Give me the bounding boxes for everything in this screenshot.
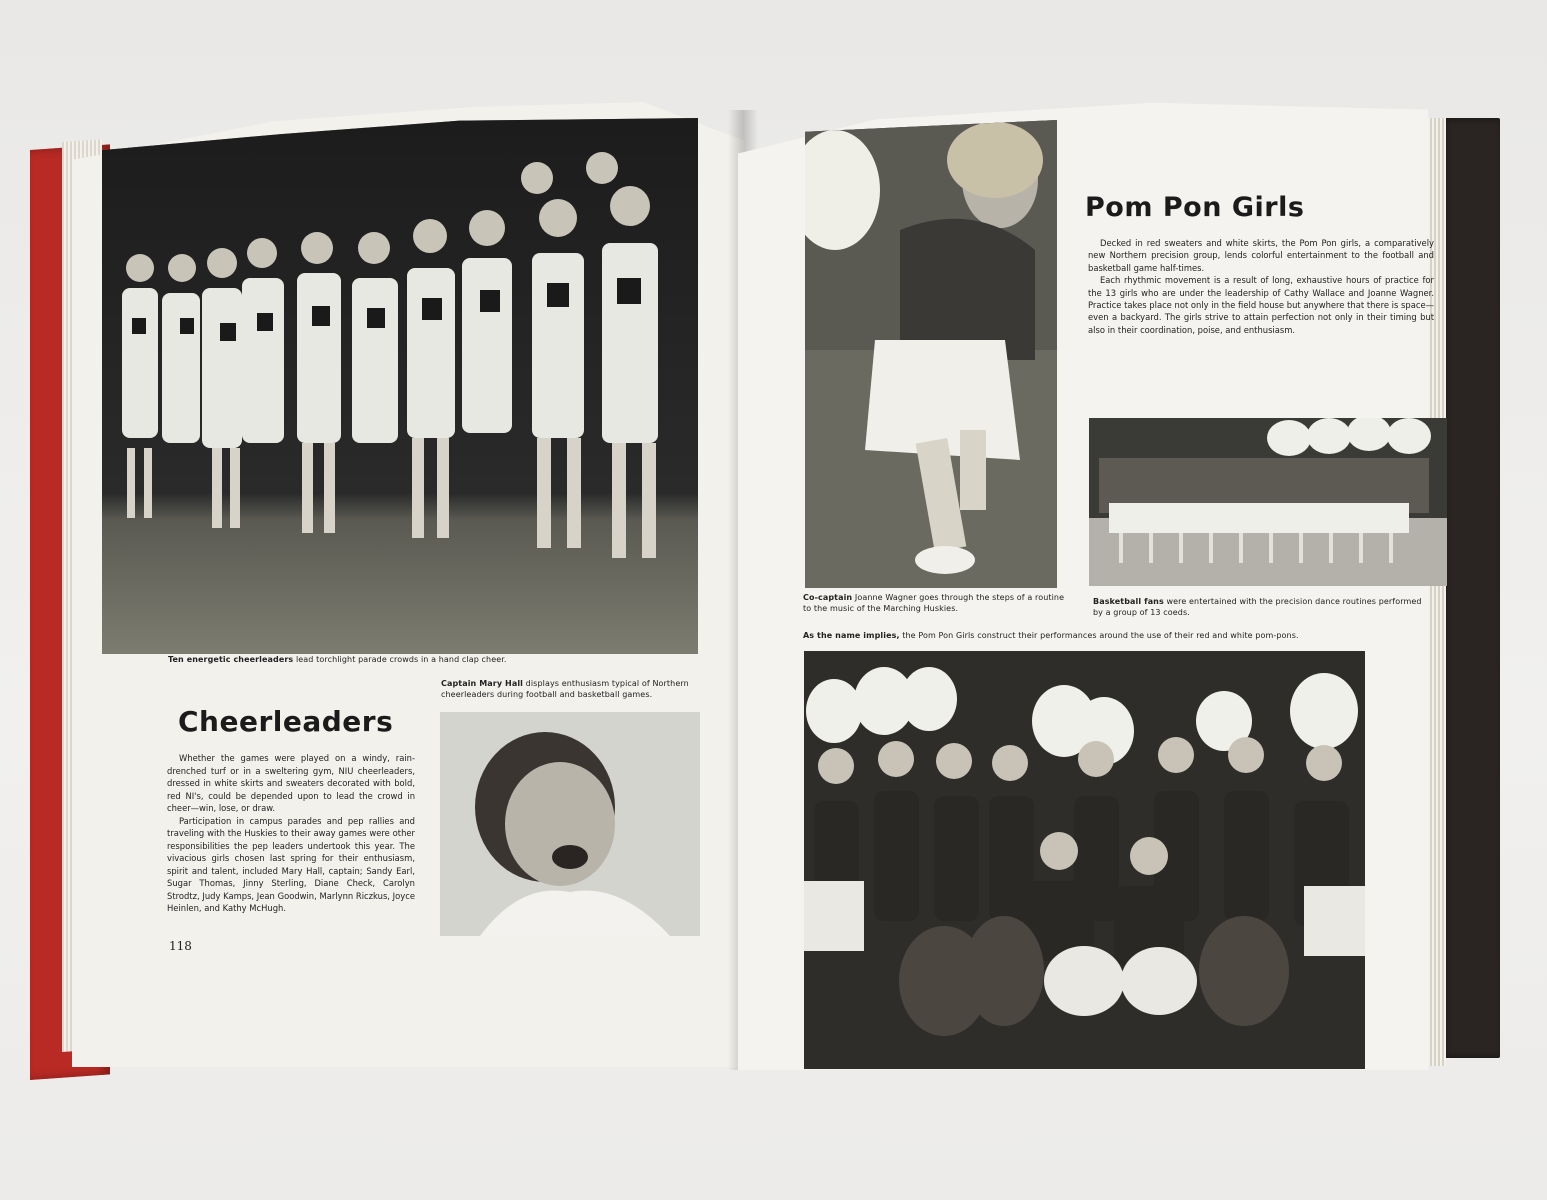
cocaptain-caption-text: Joanne Wagner goes through the steps of a routine to the music of the Marching Huskies.: [803, 593, 1065, 613]
group-caption-text: the Pom Pon Girls construct their performances around the use of their red and white pom-pons.: [899, 631, 1299, 640]
group-caption-bold: As the name implies,: [803, 631, 900, 640]
cocaptain-caption-bold: Co-captain: [803, 593, 853, 602]
pom-pon-paragraph-1: Decked in red sweaters and white skirts, the Pom Pon girls, a comparatively new Northern precision group, lends colorful entertainment to the football and basketball game half-times.: [1088, 238, 1434, 273]
pom-pon-group-photo: [804, 651, 1365, 1069]
torchlight-caption: [168, 654, 568, 665]
torchlight-caption-bold: Ten energetic cheerleaders: [168, 655, 294, 664]
basketball-routine-photo: [1089, 418, 1447, 586]
captain-caption-bold: Captain Mary Hall: [441, 679, 524, 688]
cheerleaders-body: [167, 752, 415, 915]
cheerleaders-paragraph-1: Whether the games were played on a windy, rain-drenched turf or in a sweltering gym, NIU cheerleaders, dressed in white skirts and sweaters decorated with bold, red NI's, could be depended upon to lead the crowd in cheer—win, lose, or draw.: [167, 753, 415, 813]
pom-pon-girls-heading: Pom Pon Girls: [1085, 192, 1305, 223]
captain-caption-text: displays enthusiasm typical of Northern cheerleaders during football and basketball games.: [441, 679, 689, 699]
basketball-caption-bold: Basketball fans: [1093, 597, 1164, 606]
right-cover: [1440, 118, 1500, 1058]
captain-mary-hall-photo: [440, 712, 700, 936]
pom-pon-body: [1088, 237, 1434, 336]
basketball-caption: [1093, 596, 1433, 618]
torchlight-caption-text: lead torchlight parade crowds in a hand clap cheer.: [293, 655, 507, 664]
cheerleaders-heading: Cheerleaders: [178, 705, 394, 738]
cheerleaders-torchlight-photo: [102, 118, 698, 654]
group-caption: [803, 630, 1363, 641]
pom-pon-paragraph-2: Each rhythmic movement is a result of long, exhaustive hours of practice for the 13 girls who are under the leadership of Cathy Wallace and Joanne Wagner. Practice takes place not only in the field house but anywhere that there is space—even a backyard. The girls strive to attain perfection not only in their timing but also in their coordination, poise, and enthusiasm.: [1088, 275, 1434, 335]
page-number-118: 118: [169, 939, 192, 953]
cocaptain-caption: [803, 592, 1068, 614]
cocaptain-joanne-wagner-photo: [805, 120, 1057, 588]
captain-caption: [441, 678, 701, 700]
cheerleaders-paragraph-2: Participation in campus parades and pep rallies and traveling with the Huskies to their away games were other responsibilities the pep leaders undertook this year. The vivacious girls chosen last spring for their enthusiasm, spirit and talent, included Mary Hall, captain; Sandy Earl, Sugar Thomas, Jinny Sterling, Diane Check, Carolyn Strodtz, Judy Kamps, Jean Goodwin, Marlynn Riczkus, Joyce Heinlen, and Kathy McHugh.: [167, 815, 415, 913]
basketball-caption-text: were entertained with the precision dance routines performed by a group of 13 coeds.: [1093, 597, 1422, 617]
